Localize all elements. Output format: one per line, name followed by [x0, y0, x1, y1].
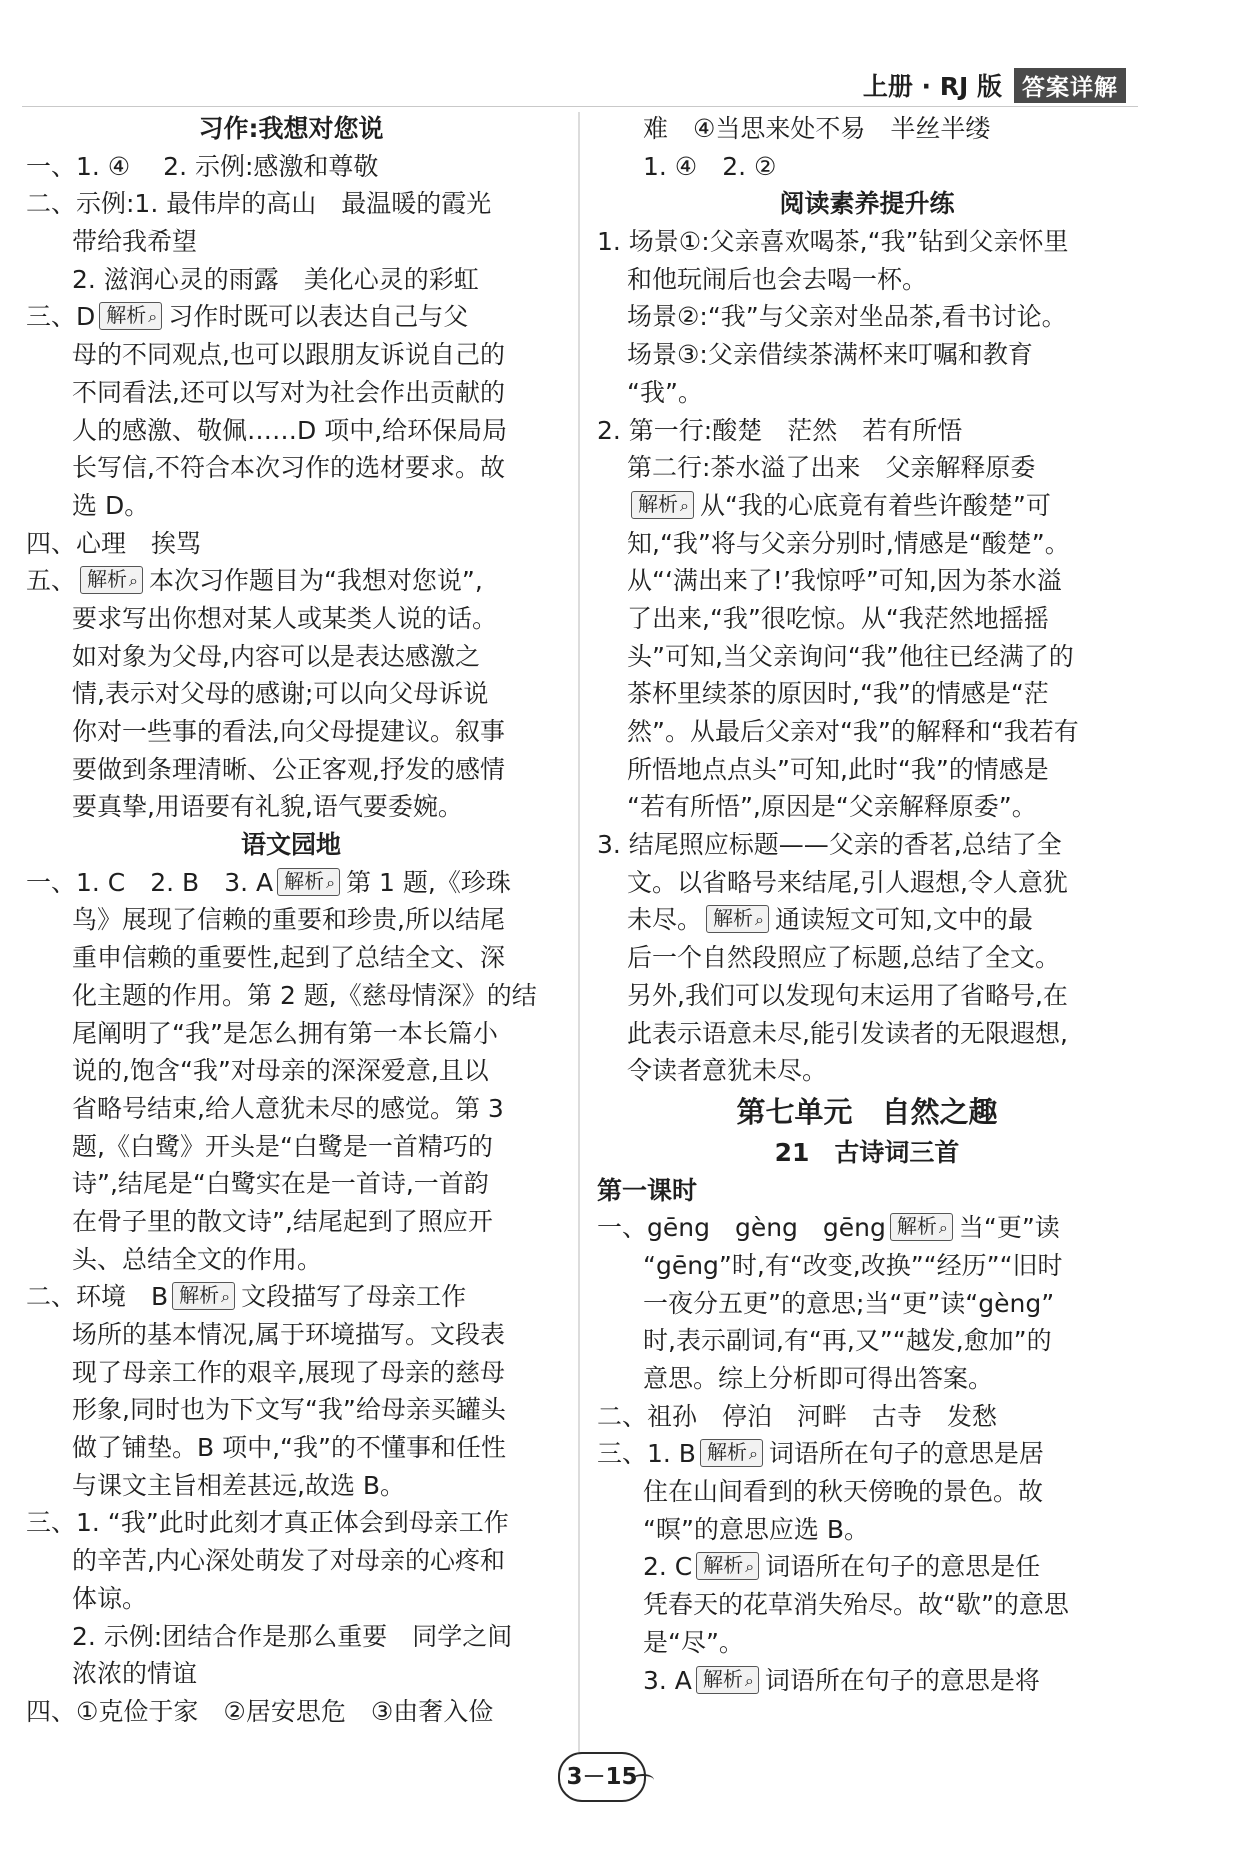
- answer-text: “gēng”时,有“改变,改换”“经历”“旧时: [643, 1250, 1063, 1280]
- answer-line: [26, 1316, 556, 1354]
- answer-line: [597, 374, 1137, 412]
- answer-text: 带给我希望: [72, 227, 198, 257]
- magnifier-icon: ⌕: [129, 571, 138, 591]
- heading-text: 第一课时: [597, 1175, 698, 1205]
- answer-text: 一夜分五更”的意思;当“更”读“gèng”: [643, 1288, 1055, 1318]
- answer-line: [26, 261, 556, 299]
- answer-line: [597, 298, 1137, 336]
- analysis-badge: [99, 302, 162, 330]
- analysis-badge: [696, 1666, 759, 1694]
- answer-text: 了出来,“我”很吃惊。从“我茫然地摇摇: [627, 603, 1049, 633]
- heading-text: 21 古诗词三首: [774, 1137, 960, 1167]
- answer-text: 长写信,不符合本次习作的选材要求。故: [72, 453, 505, 483]
- answer-text: 词语所在句子的意思是任: [765, 1552, 1041, 1582]
- answer-line: [26, 525, 556, 563]
- answer-line: [26, 1090, 556, 1128]
- answer-line: [597, 864, 1137, 902]
- heading-text: 第七单元 自然之趣: [736, 1094, 998, 1129]
- answer-line: [26, 562, 556, 600]
- answer-text: 鸟》展现了信赖的重要和珍贵,所以结尾: [72, 905, 505, 935]
- analysis-badge-label: 解析: [702, 1666, 743, 1691]
- magnifier-icon: ⌕: [938, 1218, 948, 1238]
- answer-key-tag: 答案详解: [1014, 68, 1126, 103]
- answer-prefix: 五、: [26, 566, 77, 596]
- answer-line: [26, 864, 556, 902]
- answer-line: [26, 298, 556, 336]
- answer-text: 浓浓的情谊: [72, 1659, 198, 1689]
- answer-text: 一、1. ④ 2. 示例:感激和尊敬: [26, 151, 379, 181]
- analysis-badge-label: 解析: [703, 1553, 744, 1578]
- answer-text: 通读短文可知,文中的最: [774, 905, 1033, 935]
- answer-text: 2. 滋润心灵的雨露 美化心灵的彩虹: [72, 264, 479, 294]
- answer-text: 形象,同时也为下文写“我”给母亲买罐头: [72, 1395, 506, 1425]
- answer-line: [597, 1624, 1137, 1662]
- answer-line: [26, 1052, 556, 1090]
- answer-line: [597, 638, 1137, 676]
- answer-text: 从“‘满出来了!’我惊呼”可知,因为茶水溢: [627, 566, 1062, 596]
- answer-line: [26, 600, 556, 638]
- section-heading: [597, 1090, 1137, 1134]
- answer-line: [597, 1360, 1137, 1398]
- answer-line: [597, 261, 1137, 299]
- answer-line: [597, 1511, 1137, 1549]
- answer-line: [597, 223, 1137, 261]
- answer-line: [597, 449, 1137, 487]
- analysis-badge: [80, 566, 143, 594]
- answer-line: [26, 901, 556, 939]
- answer-text: 化主题的作用。第 2 题,《慈母情深》的结: [72, 980, 537, 1010]
- magnifier-icon: ⌕: [748, 1444, 758, 1464]
- answer-line: [26, 1203, 556, 1241]
- answer-text: 场景③:父亲借续茶满杯来叮嘱和教育: [627, 340, 1033, 370]
- answer-line: [597, 1285, 1137, 1323]
- answer-line: [597, 1586, 1137, 1624]
- answer-text: 时,表示副词,有“再,又”“越发,愈加”的: [643, 1326, 1052, 1356]
- answer-line: [26, 1278, 556, 1316]
- answer-line: [26, 675, 556, 713]
- magnifier-icon: ⌕: [745, 1557, 755, 1577]
- answer-line: [597, 977, 1137, 1015]
- answer-line: [597, 1473, 1137, 1511]
- answer-line: [26, 336, 556, 374]
- section-heading: [26, 110, 556, 148]
- answer-line: [26, 1693, 556, 1731]
- analysis-badge-label: 解析: [284, 868, 325, 893]
- answer-line: [26, 1015, 556, 1053]
- heading-text: 阅读素养提升练: [779, 189, 955, 219]
- answer-text: 场景②:“我”与父亲对坐品茶,看书讨论。: [627, 302, 1067, 332]
- magnifier-icon: ⌕: [326, 872, 336, 892]
- analysis-badge-label: 解析: [179, 1283, 220, 1308]
- answer-text: 场所的基本情况,属于环境描写。文段表: [72, 1320, 505, 1349]
- answer-line: [26, 713, 556, 751]
- answer-text: 题,《白鹭》开头是“白鹭是一首精巧的: [72, 1131, 493, 1161]
- analysis-badge: [706, 905, 769, 933]
- answer-prefix: 2. C: [643, 1552, 693, 1582]
- answer-line: [597, 148, 1137, 186]
- analysis-badge-label: 解析: [638, 491, 678, 516]
- answer-text: 1. ④ 2. ②: [643, 151, 777, 181]
- answer-text: 说的,饱含“我”对母亲的深深爱意,且以: [72, 1056, 489, 1086]
- right-column: [597, 110, 1137, 1699]
- volume-label: 上册 · RJ 版: [862, 72, 1002, 101]
- analysis-badge-label: 解析: [106, 303, 147, 328]
- answer-text: 所悟地点点头”可知,此时“我”的情感是: [627, 754, 1049, 784]
- answer-prefix: 一、1. C 2. B 3. A: [26, 867, 274, 897]
- answer-line: [26, 449, 556, 487]
- header-rule: [22, 106, 1138, 107]
- answer-text: 3. 结尾照应标题——父亲的香茗,总结了全: [597, 830, 1062, 860]
- answer-text: 四、①克俭于家 ②居安思危 ③由奢入俭: [26, 1696, 494, 1726]
- answer-line: [597, 1247, 1137, 1285]
- answer-line: [26, 788, 556, 826]
- answer-line: [597, 525, 1137, 563]
- answer-line: [26, 412, 556, 450]
- answer-line: [26, 939, 556, 977]
- answer-text: 四、心理 挨骂: [26, 528, 202, 558]
- answer-line: [597, 1322, 1137, 1360]
- page-number-tail: [632, 1774, 654, 1786]
- answer-text: 茶杯里续茶的原因时,“我”的情感是“茫: [627, 679, 1049, 709]
- answer-text: 的辛苦,内心深处萌发了对母亲的心疼和: [72, 1546, 505, 1576]
- answer-text: 三、1. “我”此时此刻才真正体会到母亲工作: [26, 1508, 509, 1538]
- answer-text: 另外,我们可以发现句末运用了省略号,在: [627, 980, 1068, 1010]
- answer-text: 现了母亲工作的艰辛,展现了母亲的慈母: [72, 1357, 505, 1387]
- answer-text: 词语所在句子的意思是将: [764, 1665, 1040, 1695]
- answer-text: 2. 示例:团结合作是那么重要 同学之间: [72, 1621, 513, 1651]
- answer-line: [597, 110, 1137, 148]
- answer-text: 第二行:茶水溢了出来 父亲解释原委: [627, 453, 1036, 483]
- analysis-badge: [700, 1439, 763, 1467]
- answer-line: [26, 374, 556, 412]
- heading-text: 语文园地: [240, 830, 341, 860]
- answer-line: [597, 487, 1137, 525]
- answer-text: 不同看法,还可以写对为社会作出贡献的: [72, 377, 505, 407]
- answer-line: [26, 1429, 556, 1467]
- page-number: 3－15: [558, 1752, 646, 1802]
- section-heading: [597, 1134, 1137, 1172]
- analysis-badge-label: 解析: [706, 1440, 747, 1465]
- answer-text: 后一个自然段照应了标题,总结了全文。: [627, 943, 1060, 973]
- answer-text: 情,表示对父母的感谢;可以向父母诉说: [72, 679, 489, 709]
- answer-line: [597, 713, 1137, 751]
- answer-line: [597, 1209, 1137, 1247]
- answer-text: 与课文主旨相差甚远,故选 B。: [72, 1470, 406, 1500]
- answer-text: 第 1 题,《珍珠: [346, 867, 511, 897]
- answer-text: 头、总结全文的作用。: [72, 1244, 323, 1274]
- answer-text: 1. 场景①:父亲喜欢喝茶,“我”钻到父亲怀里: [597, 227, 1069, 257]
- answer-text: 2. 第一行:酸楚 茫然 若有所悟: [597, 415, 963, 445]
- analysis-badge: [172, 1282, 235, 1310]
- analysis-badge: [890, 1213, 953, 1241]
- answer-text: 要真挚,用语要有礼貌,语气要委婉。: [72, 792, 463, 822]
- answer-prefix: 三、1. B: [597, 1439, 696, 1469]
- answer-line: [597, 1015, 1137, 1053]
- answer-text: 是“尽”。: [643, 1627, 744, 1657]
- section-heading: [26, 826, 556, 864]
- section-heading: [597, 1172, 1137, 1210]
- answer-text: 当“更”读: [958, 1213, 1060, 1243]
- answer-line: [26, 1391, 556, 1429]
- answer-line: [597, 675, 1137, 713]
- answer-text: 住在山间看到的秋天傍晚的景色。故: [643, 1477, 1044, 1507]
- answer-line: [597, 412, 1137, 450]
- answer-text: 头”可知,当父亲询问“我”他往已经满了的: [627, 641, 1074, 671]
- answer-text: 难 ④当思来处不易 半丝半缕: [643, 114, 991, 143]
- answer-line: [597, 1435, 1137, 1473]
- answer-text: 要求写出你想对某人或某类人说的话。: [72, 603, 498, 633]
- answer-text: 二、示例:1. 最伟岸的高山 最温暖的霞光: [26, 189, 492, 219]
- magnifier-icon: ⌕: [755, 910, 764, 930]
- magnifier-icon: ⌕: [148, 307, 158, 327]
- answer-line: [26, 487, 556, 525]
- answer-line: [597, 901, 1137, 939]
- answer-text: 知,“我”将与父亲分别时,情感是“酸楚”。: [627, 528, 1070, 558]
- column-divider: [578, 112, 580, 1752]
- magnifier-icon: ⌕: [221, 1287, 231, 1307]
- answer-line: [597, 336, 1137, 374]
- answer-line: [26, 1655, 556, 1693]
- answer-text: 尾阐明了“我”是怎么拥有第一本长篇小: [72, 1018, 498, 1048]
- answer-line: [26, 1580, 556, 1618]
- answer-text: 要做到条理清晰、公正客观,抒发的感情: [72, 754, 505, 784]
- analysis-badge: [631, 491, 694, 519]
- answer-prefix: 三、D: [26, 302, 96, 332]
- answer-text: 意思。综上分析即可得出答案。: [643, 1364, 994, 1393]
- answer-text: 文。以省略号来结尾,引人遐想,令人意犹: [627, 867, 1068, 897]
- answer-line: [597, 600, 1137, 638]
- answer-text: 在骨子里的散文诗”,结尾起到了照应开: [72, 1206, 493, 1236]
- answer-line: [597, 1548, 1137, 1586]
- analysis-badge-label: 解析: [87, 567, 128, 592]
- section-heading: [597, 185, 1137, 223]
- answer-line: [26, 1354, 556, 1392]
- answer-text: 凭春天的花草消失殆尽。故“歇”的意思: [643, 1590, 1069, 1620]
- analysis-badge: [277, 868, 340, 896]
- answer-line: [26, 638, 556, 676]
- answer-text: 省略号结束,给人意犹未尽的感觉。第 3: [72, 1093, 504, 1123]
- answer-text: 选 D。: [72, 490, 150, 520]
- answer-text: 如对象为父母,内容可以是表达感激之: [72, 641, 480, 671]
- answer-text: 体谅。: [72, 1583, 148, 1613]
- answer-text: 人的感激、敬佩……D 项中,给环保局局: [72, 415, 508, 445]
- analysis-badge-label: 解析: [713, 906, 754, 931]
- answer-line: [597, 939, 1137, 977]
- answer-text: 和他玩闹后也会去喝一杯。: [627, 264, 928, 294]
- answer-line: [26, 148, 556, 186]
- answer-line: [597, 751, 1137, 789]
- answer-text: 诗”,结尾是“白鹭实在是一首诗,一首韵: [72, 1169, 489, 1199]
- answer-line: [26, 1542, 556, 1580]
- analysis-badge-label: 解析: [896, 1214, 937, 1239]
- answer-text: 然”。从最后父亲对“我”的解释和“我若有: [627, 717, 1079, 746]
- heading-text: 习作:我想对您说: [198, 114, 384, 143]
- answer-text: 文段描写了母亲工作: [241, 1282, 467, 1312]
- answer-line: [26, 751, 556, 789]
- magnifier-icon: ⌕: [744, 1670, 754, 1690]
- answer-text: 二、祖孙 停泊 河畔 古寺 发愁: [597, 1401, 998, 1431]
- answer-line: [26, 1241, 556, 1279]
- answer-line: [26, 1467, 556, 1505]
- answer-text: 令读者意犹未尽。: [627, 1056, 828, 1086]
- answer-prefix: 未尽。: [627, 905, 703, 935]
- answer-line: [26, 1165, 556, 1203]
- answer-line: [26, 1504, 556, 1542]
- answer-line: [26, 977, 556, 1015]
- answer-prefix: 一、gēng gèng gēng: [597, 1213, 886, 1243]
- answer-text: 本次习作题目为“我想对您说”,: [148, 566, 483, 596]
- answer-text: “我”。: [627, 377, 703, 407]
- answer-text: 此表示语意未尽,能引发读者的无限遐想,: [627, 1018, 1068, 1048]
- answer-line: [597, 1398, 1137, 1436]
- answer-line: [597, 1662, 1137, 1700]
- answer-text: 做了铺垫。B 项中,“我”的不懂事和任性: [72, 1433, 506, 1463]
- answer-prefix: 3. A: [643, 1665, 692, 1695]
- answer-line: [597, 788, 1137, 826]
- answer-line: [26, 1128, 556, 1166]
- answer-line: [597, 826, 1137, 864]
- answer-line: [597, 1052, 1137, 1090]
- answer-text: 从“我的心底竟有着些许酸楚”可: [699, 490, 1051, 520]
- answer-text: 词语所在句子的意思是居: [768, 1439, 1044, 1469]
- answer-text: 母的不同观点,也可以跟朋友诉说自己的: [72, 340, 505, 370]
- answer-text: 重申信赖的重要性,起到了总结全文、深: [72, 943, 505, 973]
- magnifier-icon: ⌕: [680, 495, 689, 515]
- answer-text: 你对一些事的看法,向父母提建议。叙事: [72, 717, 505, 746]
- analysis-badge: [696, 1552, 759, 1580]
- answer-prefix: 二、环境 B: [26, 1282, 169, 1312]
- answer-line: [26, 1618, 556, 1656]
- answer-line: [26, 223, 556, 261]
- left-column: [26, 110, 556, 1731]
- answer-line: [597, 562, 1137, 600]
- answer-text: “暝”的意思应选 B。: [643, 1514, 870, 1544]
- answer-line: [26, 185, 556, 223]
- answer-text: “若有所悟”,原因是“父亲解释原委”。: [627, 792, 1037, 822]
- answer-text: 习作时既可以表达自己与父: [168, 302, 469, 332]
- page-header: [863, 68, 1126, 102]
